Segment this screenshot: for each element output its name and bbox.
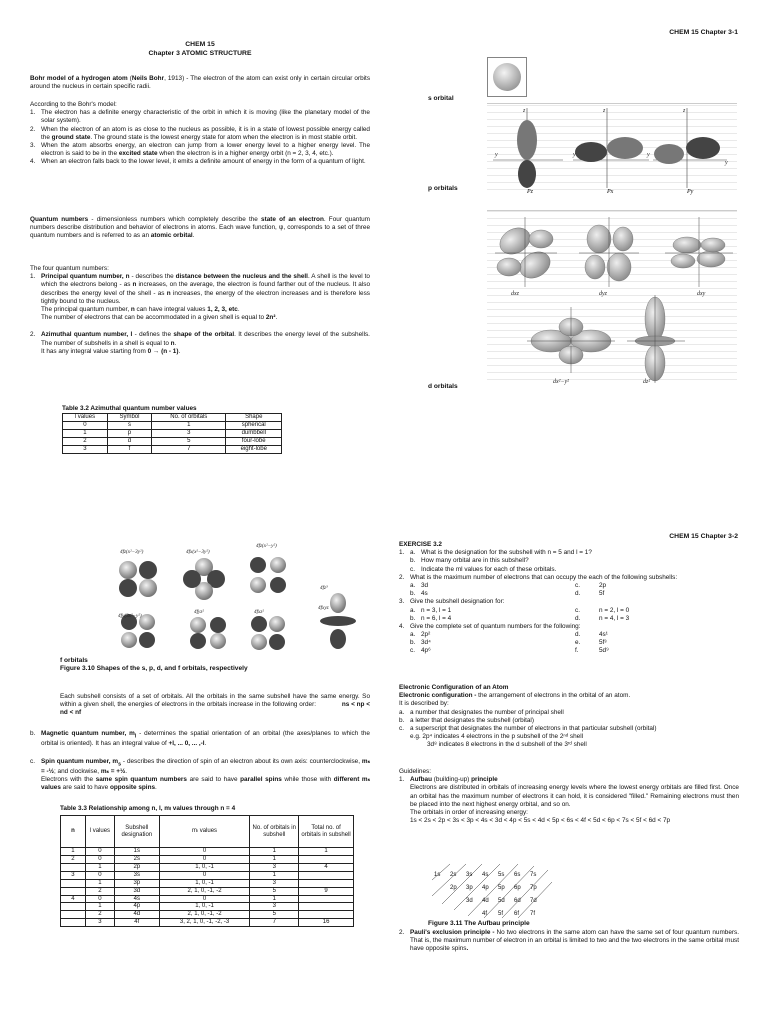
magnetic-quantum-number: b. Magnetic quantum number, $m_l$ - determines the spatial orientation of an orbital (the axes/planes to which the orbital is oriented). It has an integral value of +l, ... 0, ... ,-l. — [30, 730, 370, 748]
list-item: c. a superscript that designates the number of electrons in that particular subshell (orbital) — [399, 724, 657, 732]
table-row: 3 f 7 eight-lobe — [63, 445, 282, 453]
list-item: 1. The electron has a definite energy characteristic of the orbit in which it is moving (like the planetary model of the solar system). — [30, 109, 370, 125]
table-row: 2 0 2s 0 1 — [61, 856, 354, 864]
table-row: 2 4d 2, 1, 0, -1, -2 5 — [61, 911, 354, 919]
dxz-label: dxz — [511, 291, 519, 297]
page1-header: CHEM 15 Chapter 3-1 — [669, 29, 738, 36]
list-item: 2. When the electron of an atom is as close to the nucleus as possible, it is in a state of lowest possible energy called the ground state. The ground state is the lowest energy state for atom when the electron is in most stable orbit. — [30, 125, 370, 141]
svg-text:2s: 2s — [450, 872, 457, 878]
pz-label: Pz — [527, 189, 533, 195]
table-row: 0 s 1 spherical — [63, 422, 282, 430]
quantum-numbers-para: Quantum numbers - dimensionless numbers which completely describe the state of an electron. Four quantum numbers describe distribution and behavior of electrons in atoms. Each wave function, ψ, corresponds to a set of three quantum numbers and is referred to as an atomic orbital. — [30, 216, 370, 240]
d-orbitals-image — [487, 210, 737, 386]
subshell-paragraph: Each subshell consists of a set of orbitals. All the orbitals in the same subshell have the same energy. So within a given shell, the energies of electrons in the orbitals increase in the following order: ns < np < nd < nf — [60, 693, 370, 717]
list-item: 4. When an electron falls back to the lower level, it emits a definite amount of energy in the form of a quantum of light. — [30, 158, 366, 166]
bohr-intro: Bohr model of a hydrogen atom (Neils Bohr, 1913) - The electron of the atom can exist only in certain circular orbits around the nucleus in certain specific radii. — [30, 75, 371, 91]
f-label: 4fz(x²−3y²) — [120, 549, 144, 555]
table-row: 4 0 4s 0 1 — [61, 895, 354, 903]
s-orbital-label: s orbital — [428, 95, 454, 102]
col-header: Subshell designation — [114, 816, 159, 848]
course-title: CHEM 15 — [185, 41, 215, 48]
svg-text:6s: 6s — [514, 872, 521, 878]
page2-header: CHEM 15 Chapter 3-2 — [669, 533, 738, 540]
f-orbitals-label: f orbitals — [60, 657, 88, 664]
svg-text:4p: 4p — [482, 885, 489, 891]
svg-text:y: y — [573, 152, 576, 158]
col-header: Shape — [226, 414, 282, 422]
table-row: 1 0 1s 0 1 1 — [61, 848, 354, 856]
svg-text:y: y — [495, 152, 498, 158]
svg-text:5d: 5d — [498, 898, 505, 904]
s-orbital-image — [487, 57, 527, 97]
px-label: Px — [607, 189, 614, 195]
table-row: 3 4f 3, 2, 1, 0, -1, -2, -3 7 16 — [61, 919, 354, 927]
svg-text:3p: 3p — [466, 885, 473, 891]
spin-quantum-number: c. Spin quantum number, $m_s$ - describes the direction of spin of an electron about its own axis: counterclockwise, mₛ = -½; and clockwise, mₛ = +½. Electrons with the same spin quantum numbers are said to have parallel spins while those with different mₛ values are said to have opposite spins. — [30, 758, 370, 792]
svg-text:4d: 4d — [482, 898, 489, 904]
svg-text:5p: 5p — [498, 885, 505, 891]
col-header: No. of orbitals — [152, 414, 226, 422]
dxy-label: dxy — [697, 291, 706, 297]
col-header: l values — [85, 816, 114, 848]
p-orbitals-image — [487, 103, 737, 196]
dz2-label: dz² — [643, 379, 651, 385]
figure-3-11-caption: Figure 3.11 The Aufbau principle — [428, 920, 530, 927]
svg-text:5s: 5s — [498, 872, 505, 878]
svg-text:7s: 7s — [530, 872, 537, 878]
svg-text:7d: 7d — [530, 898, 537, 904]
figure-3-10-caption: Figure 3.10 Shapes of the s, p, d, and f orbitals, respectively — [60, 665, 248, 672]
svg-text:3d: 3d — [466, 898, 473, 904]
list-item: a. a number that designates the number of principal shell — [399, 708, 564, 716]
svg-text:3s: 3s — [466, 872, 473, 878]
col-header: No. of orbitals in subshell — [250, 816, 299, 848]
f-label: 4fz(x²−y²) — [256, 543, 277, 549]
chapter-title: Chapter 3 ATOMIC STRUCTURE — [148, 49, 252, 57]
col-header: Total no. of orbitals in subshell — [299, 816, 354, 848]
svg-text:4f: 4f — [482, 911, 488, 917]
table-row: 1 p 3 dumbbell — [63, 429, 282, 437]
svg-text:5f: 5f — [498, 911, 504, 917]
table-row: 1 2p 1, 0, -1 3 4 — [61, 863, 354, 871]
f-orbitals-image — [108, 537, 368, 659]
table-row: 1 4p 1, 0, -1 3 — [61, 903, 354, 911]
f-label: 4fxz² — [254, 609, 264, 615]
azimuthal-quantum-number: 2. Azimuthal quantum number, l - defines the shape of the orbital. It describes the energy level of the subshells. The number of subshells in a shell is equal to n. It has any integral value starting from 0 → (n - 1). — [30, 331, 370, 355]
page1-title-block — [60, 41, 340, 58]
table-3-3-caption: Table 3.3 Relationship among n, l, mₗ values through n = 4 — [60, 805, 236, 812]
svg-text:y: y — [647, 152, 650, 158]
py-label: Py — [687, 189, 694, 195]
svg-text:2p: 2p — [450, 885, 457, 891]
guidelines: Guidelines: 1. Aufbau (building-up) principle Electrons are distributed in orbitals of increasing energy levels where the lowest energy orbitals are filled first. Once an orbital has the maximum number of electrons it can hold, it is considered "filled." Remaining electrons must then be placed into the next highest energy orbital, and so on. The orbitals in order of increasing energy: 1s < 2s < 2p < 3s < 3p < 4s < 3d < 4p < 5s < 4d < 5p < 6s < 4f < 5d < 6p < 7s < 5f < 6d < 7p — [399, 768, 739, 825]
principal-quantum-number: 1. Principal quantum number, n - describes the distance between the nucleus and the shell. A shell is the level to which the electrons belong - as n increases, on the average, the electron is found farther out of the nucleus. It also describes the energy level of the shell - as n increases, the energy of the electron increases and is therefore less tightly bound to the nucleus. The principal quantum number, n can have integral values 1, 2, 3, etc. The number of electrons that can be accommodated in a given shell is equal to 2n². — [30, 273, 370, 322]
exercise-3-2: EXERCISE 3.2 1. a. What is the designation for the subshell with n = 5 and l = 1? b. How many orbital are in this subshell? c. Indicate the ml values for each of these orbitals. 2. What is the maximum number of electrons that can occupy the each of the following subshells: a. 3d c. 2p b. 4s d. 5f 3. Give the subshell designation for: a. n = 3, l = 1 c. n = 2, l = 0 b. n = 6, l = 4 d. n = 4, l = 3 4. Give the complete set of quantum numbers for the following: a. 2p² d. 4s¹ b. 3d⁴ e. 5f³ c. 4p⁶ f. 5d⁹ — [399, 541, 678, 655]
d-orbitals-label: d orbitals — [428, 383, 458, 390]
table-3-3 — [60, 815, 354, 927]
table-row: 3 0 3s 0 1 — [61, 871, 354, 879]
table-row: 2 d 5 four-lobe — [63, 437, 282, 445]
four-quantum-numbers: The four quantum numbers: 1. Principal quantum number, n - describes the distance between the nucleus and the shell. A shell is the level to which the electrons belong - as n increases, on the average, the electron is found farther out of the nucleus. It also describes the energy level of the shell - as n increases, the energy of the electron increases and is therefore less tightly bound to the nucleus. The principal quantum number, n can have integral values 1, 2, 3, etc. The number of electrons that can be accommodated in a given shell is equal to 2n². 2. Azimuthal quantum number, l - defines the shape of the orbital. It describes the energy level of the subshells. The number of subshells in a shell is equal to n. It has any integral value starting from 0 → (n - 1). — [30, 265, 370, 355]
table-3-2-block — [62, 405, 282, 454]
electronic-configuration: Electronic Configuration of an Atom Electronic configuration - the arrangement of electrons in the orbital of an atom. It is described by: a. a number that designates the number of principal shell b. a letter that designates the subshell (orbital) c. a superscript that designates the number of electrons in that particular subshell (orbital) e.g. 2p⁴ indicates 4 electrons in the p subshell of the 2ⁿᵈ shell 3d⁸ indicates 8 electrons in the d subshell of the 3ʳᵈ shell — [399, 684, 739, 750]
col-header: n — [61, 816, 86, 848]
pauli-exclusion-principle: 2. Pauli's exclusion principle - No two electrons in the same atom can have the same set of four quantum numbers. That is, the maximum number of electron in an orbital is limited to two and the two electrons in the same orbital must have opposite spins. — [399, 929, 739, 953]
f-label: 4fx(x²−3y²) — [186, 549, 210, 555]
according-label: According to the Bohr's model: — [30, 101, 117, 108]
f-label: 4fyz² — [194, 609, 204, 615]
svg-text:z: z — [603, 108, 606, 114]
svg-text:7f: 7f — [530, 911, 536, 917]
list-item: b. a letter that designates the subshell (orbital) — [399, 716, 534, 724]
svg-text:z: z — [683, 108, 686, 114]
svg-text:6f: 6f — [514, 911, 520, 917]
dx2y2-label: dx²−y² — [553, 379, 569, 385]
dyz-label: dyz — [599, 291, 607, 297]
col-header: l values — [63, 414, 108, 422]
table-row: 2 3d 2, 1, 0, -1, -2 5 9 — [61, 887, 354, 895]
svg-text:4s: 4s — [482, 872, 489, 878]
list-item: 3. When the atom absorbs energy, an electron can jump from a lower energy level to a higher energy level. The electron is said to be in the excited state when the electron is in a higher energy orbit (n = 2, 3, 4, etc.). — [30, 141, 370, 158]
f-label: 4fz³ — [320, 585, 328, 591]
aufbau-diagram — [430, 862, 560, 920]
bohr-model-list — [30, 101, 370, 167]
svg-text:z: z — [523, 108, 526, 114]
f-label: 4fy(3x²−y²) — [118, 613, 142, 619]
table-3-3-block — [60, 805, 354, 927]
table-3-2-caption: Table 3.2 Azimuthal quantum number values — [62, 405, 197, 412]
svg-text:1s: 1s — [434, 872, 441, 878]
svg-text:y: y — [725, 160, 728, 166]
col-header: Symbol — [107, 414, 151, 422]
svg-text:6p: 6p — [514, 885, 521, 891]
f-label: 4fxyz — [318, 605, 329, 611]
table-row: 1 3p 1, 0, -1 3 — [61, 879, 354, 887]
table-3-2 — [62, 413, 282, 453]
p-orbitals-label: p orbitals — [428, 185, 458, 192]
col-header: mₗ values — [159, 816, 250, 848]
svg-text:7p: 7p — [530, 885, 537, 891]
svg-text:6d: 6d — [514, 898, 521, 904]
